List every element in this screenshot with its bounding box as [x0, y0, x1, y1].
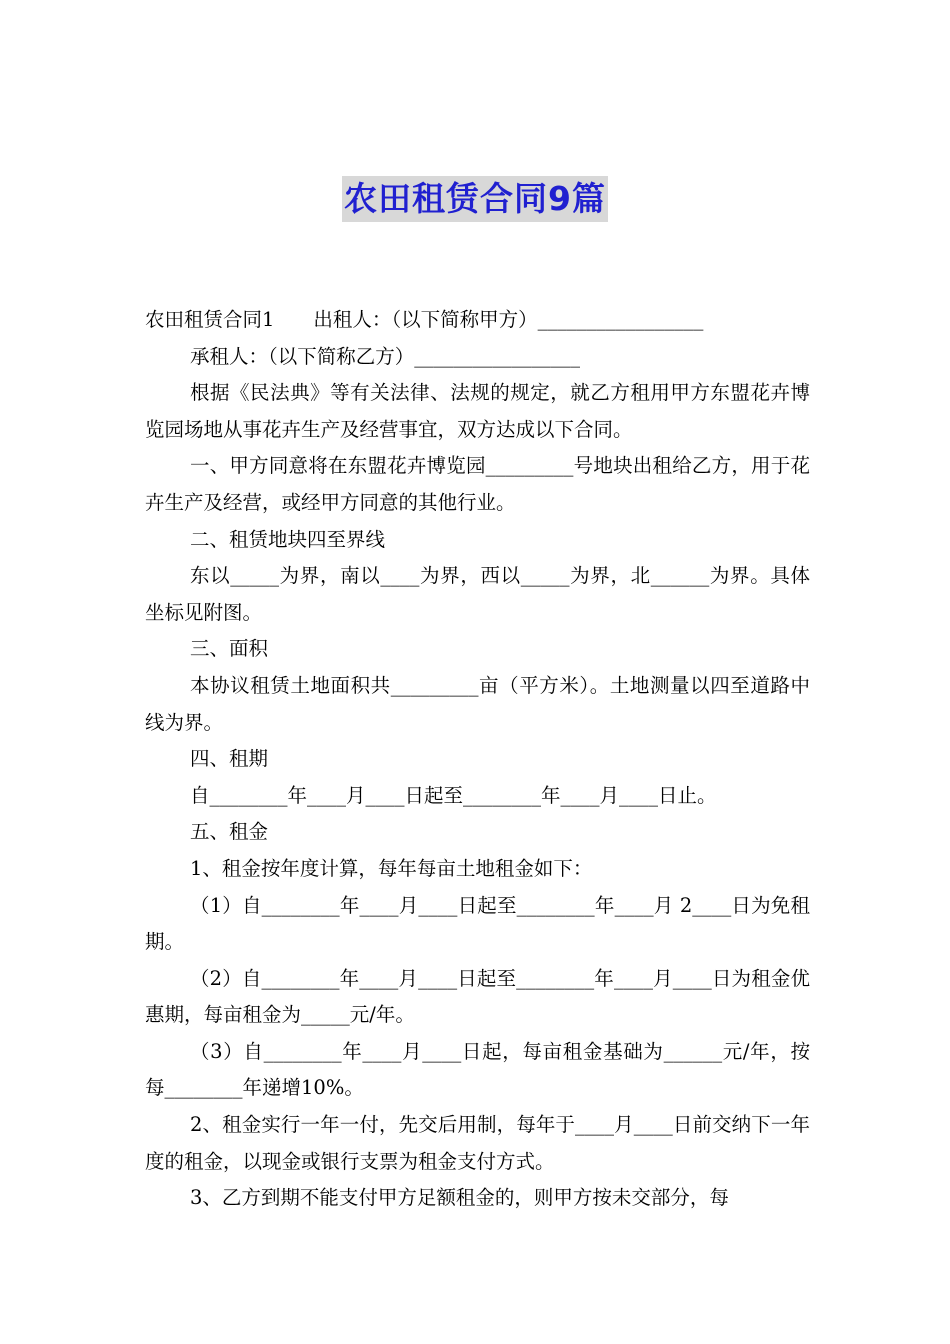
paragraph-rent-1-1: （1）自________年____月____日起至________年____月 2____日为免租期。: [145, 893, 810, 954]
paragraph-rent-2: 2、租金实行一年一付，先交后用制，每年于____月____日前交纳下一年度的租金，以现金或银行支票为租金支付方式。: [145, 1113, 810, 1173]
paragraph-lessee: 承租人：（以下简称乙方）_________________: [190, 344, 581, 368]
paragraph-rent-1-2: （2）自________年____月____日起至________年____月____日为租金优惠期，每亩租金为_____元/年。: [145, 966, 810, 1027]
paragraph-clause-1: 一、甲方同意将在东盟花卉博览园_________号地块出租给乙方，用于花卉生产及经营，或经甲方同意的其他行业。: [145, 454, 810, 514]
paragraph-heading-5: 五、租金: [190, 820, 269, 844]
paragraph-heading-2: 二、租赁地块四至界线: [190, 527, 386, 551]
paragraph-lessor: 农田租赁合同1 出租人：（以下简称甲方）_________________: [145, 308, 704, 331]
paragraph-boundaries: 东以_____为界，南以____为界，西以_____为界，北______为界。具体坐标见附图。: [145, 564, 810, 624]
paragraph-rent-3: 3、乙方到期不能支付甲方足额租金的，则甲方按未交部分，每: [190, 1186, 729, 1210]
paragraph-area: 本协议租赁土地面积共_________亩（平方米）。土地测量以四至道路中线为界。: [145, 673, 810, 734]
document-title: 农田租赁合同9篇: [342, 176, 608, 222]
paragraph-rent-1: 1、租金按年度计算，每年每亩土地租金如下：: [190, 856, 593, 880]
title-container: [0, 176, 950, 222]
paragraph-term: 自________年____月____日起至________年____月____日止。: [190, 783, 717, 807]
paragraph-heading-4: 四、租期: [190, 747, 269, 771]
document-body: [145, 302, 810, 1217]
paragraph-preamble: 根据《民法典》等有关法律、法规的规定，就乙方租用甲方东盟花卉博览园场地从事花卉生产及经营事宜，双方达成以下合同。: [145, 381, 810, 441]
paragraph-heading-3: 三、面积: [190, 637, 269, 661]
paragraph-rent-1-3: （3）自________年____月____日起，每亩租金基础为______元/年，按每________年递增10%。: [145, 1039, 810, 1100]
